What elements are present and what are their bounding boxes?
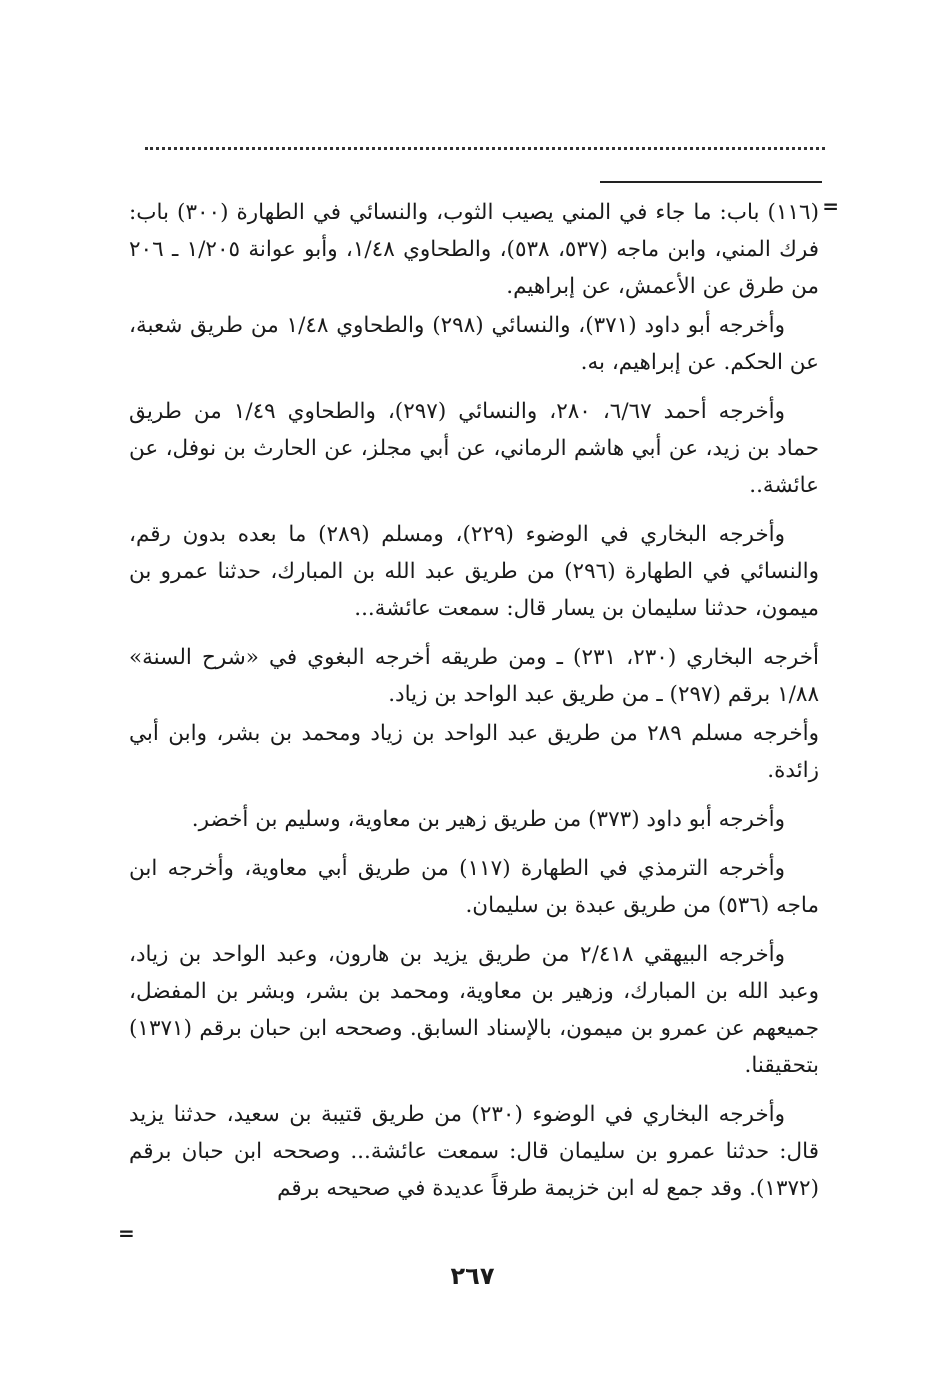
continuation-mark-start: = [822,194,839,218]
paragraph: وأخرجه أبو داود (٣٧٣) من طريق زهير بن معاوية، وسليم بن أخضر. [191,807,785,832]
continuation-mark-end: = [118,1221,135,1245]
paragraph: وأخرجه أبو داود (٣٧١)، والنسائي (٢٩٨) والطحاوي ١/٤٨ من طريق شعبة، عن الحكم. عن إبراهيم، به. [129,313,819,375]
paragraph: وأخرجه البيهقي ٢/٤١٨ من طريق يزيد بن هارون، وعبد الواحد بن زياد، وعبد الله بن المبارك، وزهير بن معاوية، ومحمد بن بشر، وبشر بن المفضل، جميعهم عن عمرو بن ميمون، بالإسناد السابق. وصححه ابن حبان برقم (١٣٧١) بتحقيقنا. [129,942,819,1078]
paragraph: وأخرجه البخاري في الوضوء (٢٢٩)، ومسلم (٢٨٩) ما بعده بدون رقم، والنسائي في الطهارة (٢٩٦) من طريق عبد الله بن المبارك، حدثنا عمرو بن ميمون، حدثنا سليمان بن يسار قال: سمعت عائشة... [129,522,819,621]
footnote-text [129,194,819,1219]
footnote-rule [600,181,822,183]
paragraph: وأخرجه أحمد ٦/٦٧، ٢٨٠، والنسائي (٢٩٧)، والطحاوي ١/٤٩ من طريق حماد بن زيد، عن أبي هاشم الرماني، عن أبي مجلز، عن الحارث بن نوفل، عن عائشة.. [129,399,819,498]
paragraph: أخرجه البخاري (٢٣٠، ٢٣١) ـ ومن طريقه أخرجه البغوي في «شرح السنة» ١/٨٨ برقم (٢٩٧) ـ من طريق عبد الواحد بن زياد. [129,645,820,707]
dotted-separator [145,147,825,150]
paragraph: (١١٦) باب: ما جاء في المني يصيب الثوب، والنسائي في الطهارة (٣٠٠) باب: فرك المني، وابن ماجه (٥٣٧، ٥٣٨)، والطحاوي ١/٤٨، وأبو عوانة ١/٢٠٥ ـ ٢٠٦ من طرق عن الأعمش، عن إبراهيم. [129,200,820,299]
paragraph: وأخرجه البخاري في الوضوء (٢٣٠) من طريق قتيبة بن سعيد، حدثنا يزيد قال: حدثنا عمرو بن سليمان قال: سمعت عائشة... وصححه ابن حبان برقم (١٣٧٢). وقد جمع له ابن خزيمة طرقاً عديدة في صحيحه برقم [129,1102,819,1201]
paragraph: وأخرجه مسلم ٢٨٩ من طريق عبد الواحد بن زياد ومحمد بن بشر، وابن أبي زائدة. [129,721,819,783]
page-number: ٢٦٧ [450,1262,495,1290]
paragraph: وأخرجه الترمذي في الطهارة (١١٧) من طريق أبي معاوية، وأخرجه ابن ماجه (٥٣٦) من طريق عبدة بن سليمان. [129,856,819,918]
